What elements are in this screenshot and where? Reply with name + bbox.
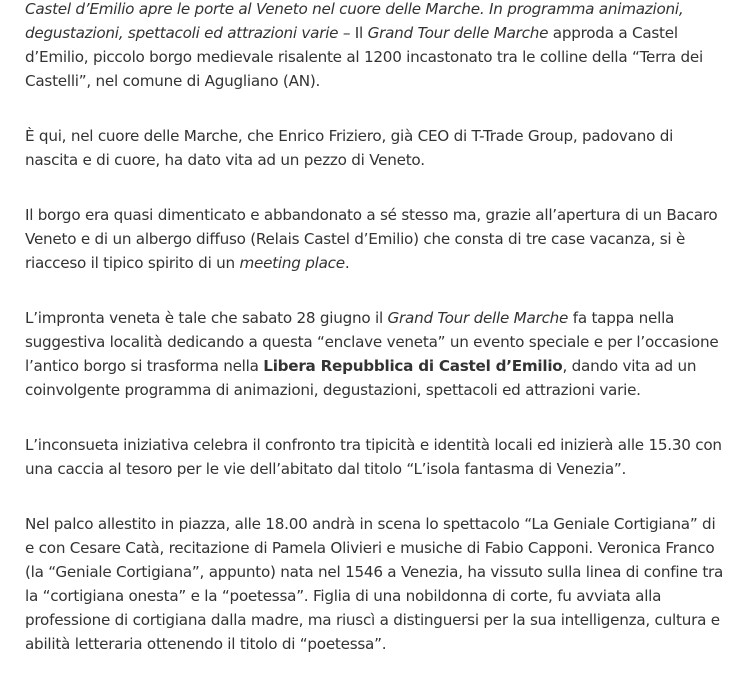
impronta-text-end: , dando vita ad un coinvolgente programma di animazioni, degustazioni, spettacoli ed attrazioni varie. xyxy=(25,357,697,399)
paragraph-impronta xyxy=(25,306,726,402)
paragraph-spettacolo: Nel palco allestito in piazza, alle 18.00 andrà in scena lo spettacolo “La Geniale Cortigiana” di e con Cesare Catà, recitazione di Pamela Olivieri e musiche di Fabio Capponi. Veronica Franco (la “Geniale Cortigiana”, appunto) nata nel 1546 a Venezia, ha vissuto sulla linea di confine tra la “cortigiana onesta” e la “poetessa”. Figlia di una nobildonna di corte, fu avviata alla professione di cortigiana dalla madre, ma riuscì a distinguersi per la sua intelligenza, cultura e abilità letteraria ottenendo il titolo di “poetessa”. xyxy=(25,515,724,653)
paragraph-intro xyxy=(25,0,726,93)
grand-tour-italic-2: Grand Tour delle Marche xyxy=(387,309,569,327)
borgo-end: . xyxy=(344,254,350,272)
impronta-text-start: L’impronta veneta è tale che sabato 28 giugno il xyxy=(25,309,388,327)
paragraph-iniziativa: L’inconsueta iniziativa celebra il confronto tra tipicità e identità locali ed inizierà alle 15.30 con una caccia al tesoro per le vie dell’abitato dal titolo “L’isola fantasma di Venezia”. xyxy=(25,436,722,478)
intro-rest-text: approda a Castel d’Emilio, piccolo borgo medievale risalente al 1200 incastonato tra le colline della “Terra dei Castelli”, nel comune di Agugliano (AN). xyxy=(25,24,703,90)
meeting-place-italic: meeting place xyxy=(239,254,345,272)
libera-repubblica-bold: Libera Repubblica di Castel d’Emilio xyxy=(263,357,563,375)
lead-separator: – Il xyxy=(338,24,368,42)
impronta-text-middle: fa tappa nella suggestiva località dedicando a questa “enclave veneta” un evento speciale e per l’occasione l’antico borgo si trasforma nella xyxy=(25,309,719,375)
paragraph-borgo xyxy=(25,203,726,275)
grand-tour-italic: Grand Tour delle Marche xyxy=(367,24,549,42)
borgo-text: Il borgo era quasi dimenticato e abbandonato a sé stesso ma, grazie all’apertura di un Bacaro Veneto e di un albergo diffuso (Relais Castel d’Emilio) che consta di tre case vacanza, si è riacceso il tipico spirito di un xyxy=(25,206,718,272)
lead-italic-text: Castel d’Emilio apre le porte al Veneto nel cuore delle Marche. In programma animazioni, degustazioni, spettacoli ed attrazioni varie xyxy=(25,0,684,42)
paragraph-friziero: È qui, nel cuore delle Marche, che Enrico Friziero, già CEO di T-Trade Group, padovano di nascita e di cuore, ha dato vita ad un pezzo di Veneto. xyxy=(25,127,674,169)
